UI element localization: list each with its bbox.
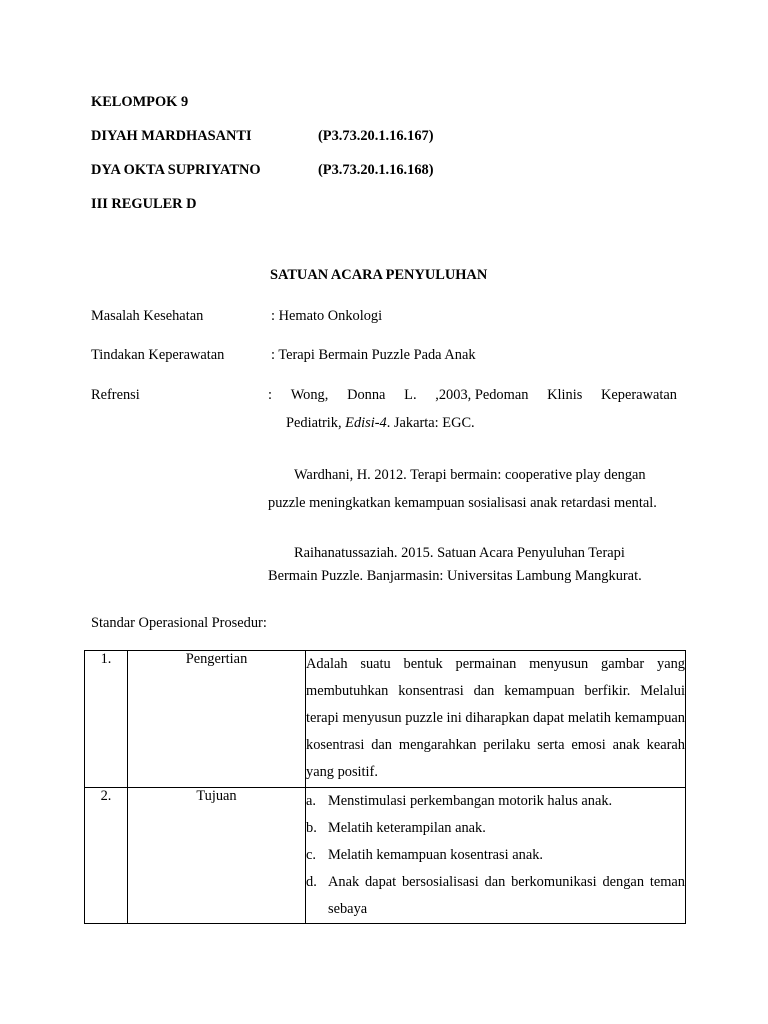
ref1-word: ,2003, Pedoman [435,387,529,403]
member-1-id: (P3.73.20.1.16.167) [318,128,434,144]
class-name: III REGULER D [91,196,197,212]
refrensi-label: Refrensi [91,387,140,403]
document-title: SATUAN ACARA PENYULUHAN [270,267,488,283]
reference-3-line-1: Raihanatussaziah. 2015. Satuan Acara Penyuluhan Terapi [294,545,625,561]
row-content [306,651,686,788]
row-number: 1. [85,651,128,788]
list-text: Melatih kemampuan kosentrasi anak. [328,847,543,863]
masalah-value: : Hemato Onkologi [271,308,383,324]
row-content [306,788,686,924]
ref1-word: Klinis [547,387,583,403]
table-row [85,651,686,788]
tindakan-label: Tindakan Keperawatan [91,347,225,363]
list-marker: b. [306,820,317,836]
tindakan-value: : Terapi Bermain Puzzle Pada Anak [271,347,476,363]
pengertian-text: Adalah suatu bentuk permainan menyusun gambar yang membutuhkan konsentrasi dan kemampuan berfikir. Melalui terapi menyusun puzzle ini diharapkan dapat melatih kemampuan kosentrasi dan mengarahkan perilaku serta emosi anak kearah yang positif. [306,656,685,780]
sop-heading: Standar Operasional Prosedur: [91,615,267,631]
list-marker: c. [306,847,316,863]
list-item [306,815,685,842]
list-item [306,869,685,923]
reference-3-line-2: Bermain Puzzle. Banjarmasin: Universitas Lambung Mangkurat. [268,568,642,584]
member-1-name: DIYAH MARDHASANTI [91,128,252,144]
reference-2-line-1: Wardhani, H. 2012. Terapi bermain: cooperative play dengan [294,467,646,483]
ref1-colon: : [268,387,272,403]
list-text: Melatih keterampilan anak. [328,820,486,836]
ref1-word: Donna [347,387,386,403]
tujuan-list [306,788,685,923]
ref1-word: L. [404,387,417,403]
group-name: KELOMPOK 9 [91,94,189,110]
sop-table [84,650,686,924]
reference-1-line-1 [268,387,677,404]
table-row [85,788,686,924]
list-marker: a. [306,793,316,809]
member-2-id: (P3.73.20.1.16.168) [318,162,434,178]
list-item [306,788,685,815]
ref1-word: Wong, [290,387,329,403]
list-text: Anak dapat bersosialisasi dan berkomunikasi dengan teman sebaya [328,874,685,917]
list-text: Menstimulasi perkembangan motorik halus anak. [328,793,613,809]
row-label: Tujuan [128,788,306,924]
row-number: 2. [85,788,128,924]
ref1-line2-start: Pediatrik, [286,415,346,431]
list-item [306,842,685,869]
row-label: Pengertian [128,651,306,788]
ref1-line2-end: . Jakarta: EGC. [386,415,475,431]
list-marker: d. [306,874,317,890]
member-2-name: DYA OKTA SUPRIYATNO [91,162,261,178]
ref1-edition: Edisi-4 [345,415,387,431]
reference-1-line-2 [286,415,475,432]
masalah-label: Masalah Kesehatan [91,308,204,324]
reference-2-line-2: puzzle meningkatkan kemampuan sosialisasi anak retardasi mental. [268,495,657,511]
ref1-word: Keperawatan [601,387,677,403]
